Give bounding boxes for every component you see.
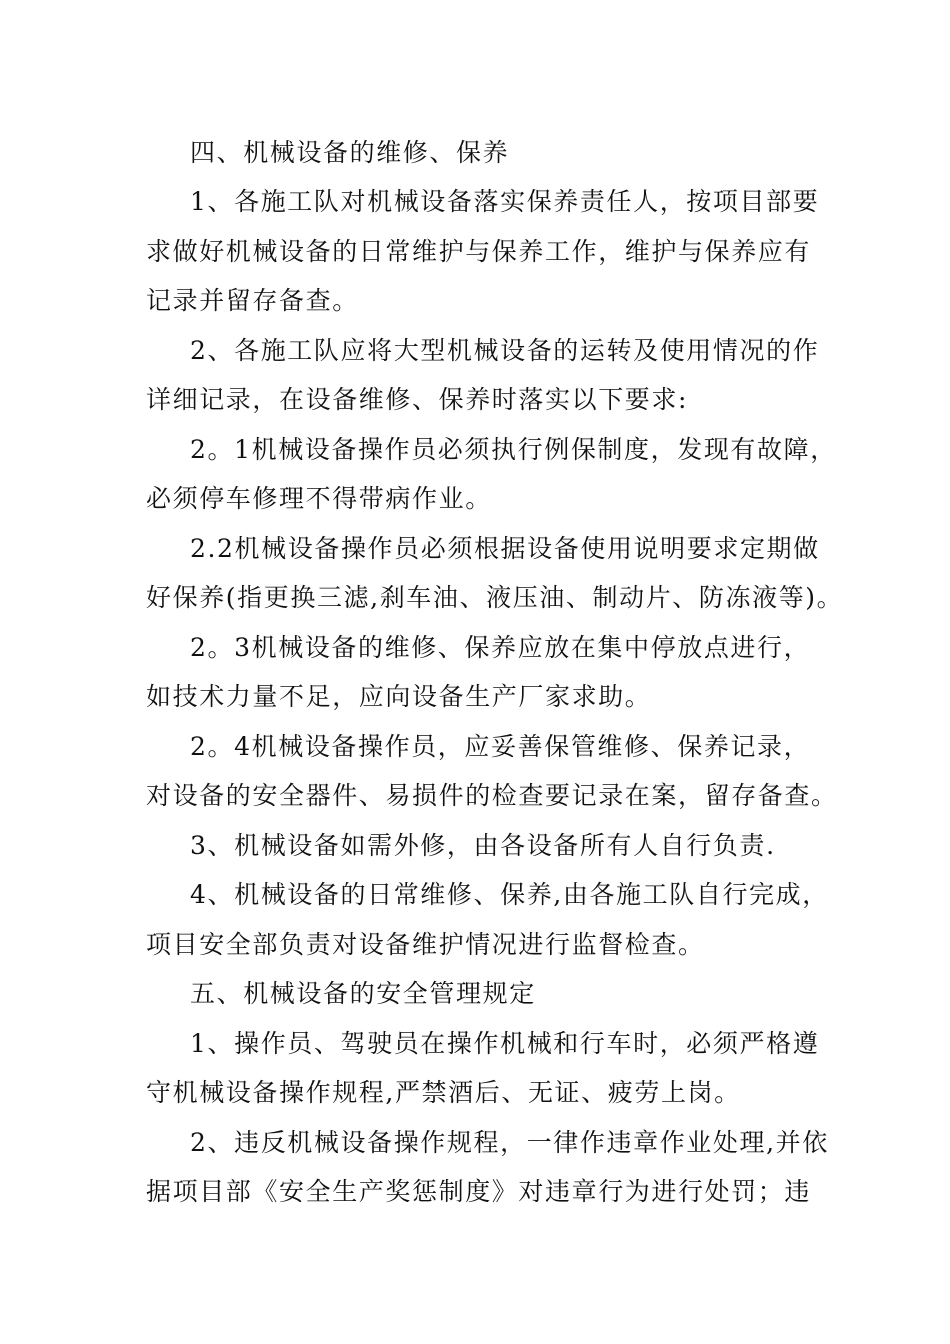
paragraph-line: 3、机械设备如需外修，由各设备所有人自行负责. [190,831,776,860]
paragraph-line: 2。1机械设备操作员必须执行例保制度，发现有故障， [190,435,837,464]
paragraph-line: 守机械设备操作规程,严禁酒后、无证、疲劳上岗。 [146,1078,741,1107]
paragraph-line: 好保养(指更换三滤,刹车油、液压油、制动片、防冻液等)。 [146,583,844,612]
paragraph-line: 必须停车修理不得带病作业。 [146,484,492,513]
section-heading-5: 五、机械设备的安全管理规定 [190,979,536,1008]
paragraph-line: 记录并留存备查。 [146,286,359,315]
paragraph-line: 如技术力量不足，应向设备生产厂家求助。 [146,682,652,711]
paragraph-line: 1、操作员、驾驶员在操作机械和行车时，必须严格遵 [190,1029,820,1058]
paragraph-line: 2。4机械设备操作员，应妥善保管维修、保养记录， [190,732,811,761]
section-heading-4: 四、机械设备的维修、保养 [190,138,510,167]
paragraph-line: 详细记录，在设备维修、保养时落实以下要求: [146,385,689,414]
paragraph-line: 2。3机械设备的维修、保养应放在集中停放点进行， [190,633,811,662]
paragraph-line: 项目安全部负责对设备维护情况进行监督检查。 [146,930,705,959]
paragraph-line: 据项目部《安全生产奖惩制度》对违章行为进行处罚；违 [146,1177,812,1206]
paragraph-line: 1、各施工队对机械设备落实保养责任人，按项目部要 [190,187,820,216]
paragraph-line: 2.2机械设备操作员必须根据设备使用说明要求定期做 [190,534,820,563]
paragraph-line: 对设备的安全器件、易损件的检查要记录在案，留存备查。 [146,781,838,810]
paragraph-line: 2、各施工队应将大型机械设备的运转及使用情况的作 [190,336,820,365]
paragraph-line: 4、机械设备的日常维修、保养,由各施工队自行完成， [190,880,829,909]
paragraph-line: 求做好机械设备的日常维护与保养工作，维护与保养应有 [146,237,812,266]
paragraph-line: 2、违反机械设备操作规程，一律作违章作业处理,并依 [190,1128,829,1157]
